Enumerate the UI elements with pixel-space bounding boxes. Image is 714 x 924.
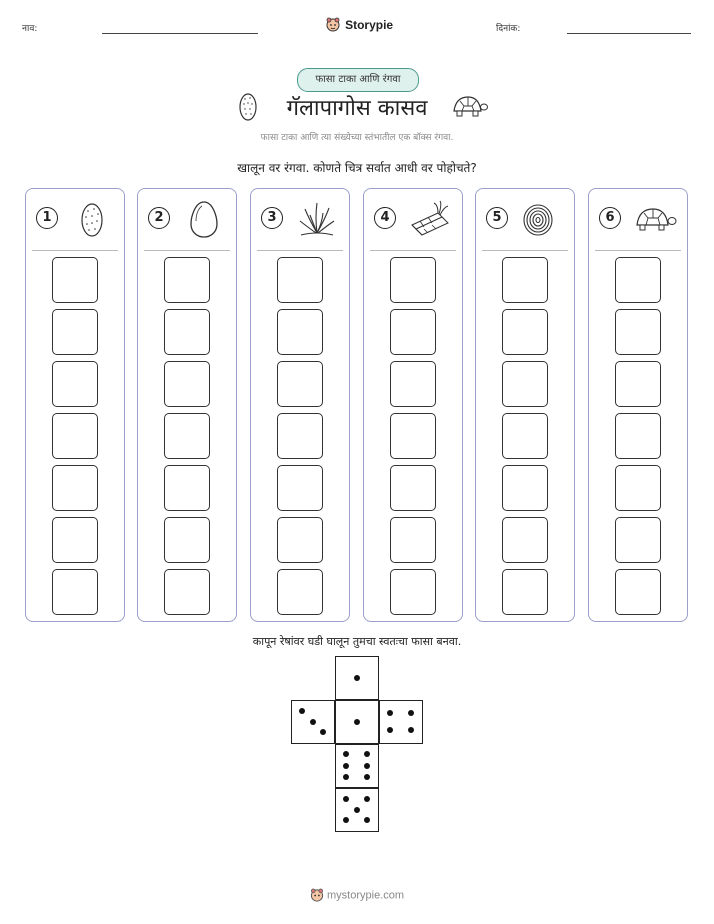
color-box[interactable] bbox=[390, 361, 436, 407]
color-box[interactable] bbox=[164, 309, 210, 355]
dice-pip bbox=[354, 675, 360, 681]
cut-instruction: कापून रेषांवर घडी घालून तुमचा स्वतःचा फासा बनवा. bbox=[252, 635, 462, 648]
color-box[interactable] bbox=[390, 309, 436, 355]
column-number: 2 bbox=[148, 207, 170, 229]
column-2 bbox=[137, 188, 237, 622]
color-box[interactable] bbox=[277, 413, 323, 459]
color-box[interactable] bbox=[277, 517, 323, 563]
color-box[interactable] bbox=[52, 361, 98, 407]
color-box[interactable] bbox=[615, 569, 661, 615]
color-box[interactable] bbox=[615, 413, 661, 459]
color-box[interactable] bbox=[502, 569, 548, 615]
sugarcane-bundle-icon bbox=[408, 199, 452, 239]
color-box[interactable] bbox=[615, 465, 661, 511]
footer-url: mystorypie.com bbox=[327, 889, 405, 902]
dice-pip bbox=[408, 710, 414, 716]
column-number: 5 bbox=[486, 207, 508, 229]
column-number: 6 bbox=[599, 207, 621, 229]
column-1 bbox=[25, 188, 125, 622]
color-box[interactable] bbox=[390, 465, 436, 511]
color-box[interactable] bbox=[277, 465, 323, 511]
color-box[interactable] bbox=[390, 569, 436, 615]
color-box[interactable] bbox=[52, 517, 98, 563]
column-5 bbox=[475, 188, 575, 622]
dice-pip bbox=[387, 727, 393, 733]
column-4 bbox=[363, 188, 463, 622]
column-divider bbox=[595, 250, 681, 251]
color-box[interactable] bbox=[502, 257, 548, 303]
column-divider bbox=[144, 250, 230, 251]
date-line[interactable] bbox=[567, 33, 691, 34]
dice-face-1 bbox=[335, 700, 379, 744]
storypie-footer-icon bbox=[310, 888, 324, 903]
color-box[interactable] bbox=[390, 257, 436, 303]
column-number: 3 bbox=[261, 207, 283, 229]
column-divider bbox=[370, 250, 456, 251]
name-label: नाव: bbox=[22, 24, 38, 34]
dice-pip bbox=[364, 817, 370, 823]
column-divider bbox=[257, 250, 343, 251]
color-box[interactable] bbox=[52, 465, 98, 511]
color-box[interactable] bbox=[52, 309, 98, 355]
brand-logo bbox=[326, 14, 393, 34]
tree-rings-icon bbox=[520, 199, 564, 239]
dice-face-4 bbox=[379, 700, 423, 744]
dice-pip bbox=[364, 774, 370, 780]
dice-pip bbox=[364, 751, 370, 757]
dice-pip bbox=[343, 774, 349, 780]
name-line[interactable] bbox=[102, 33, 258, 34]
color-box[interactable] bbox=[277, 257, 323, 303]
tortoise-icon bbox=[633, 199, 677, 239]
dice-face-3 bbox=[291, 700, 335, 744]
color-box[interactable] bbox=[164, 517, 210, 563]
cactus-icon bbox=[70, 199, 114, 239]
dice-pip bbox=[310, 719, 316, 725]
color-box[interactable] bbox=[164, 465, 210, 511]
dice-pip bbox=[343, 751, 349, 757]
dice-face-6 bbox=[335, 744, 379, 788]
color-box[interactable] bbox=[502, 413, 548, 459]
dice-pip bbox=[364, 796, 370, 802]
color-box[interactable] bbox=[52, 257, 98, 303]
dice-pip bbox=[364, 763, 370, 769]
color-box[interactable] bbox=[615, 517, 661, 563]
color-box[interactable] bbox=[52, 413, 98, 459]
color-box[interactable] bbox=[277, 361, 323, 407]
dice-pip bbox=[354, 807, 360, 813]
activity-badge: फासा टाका आणि रंगवा bbox=[297, 68, 419, 92]
dice-pip bbox=[408, 727, 414, 733]
egg-icon bbox=[182, 199, 226, 239]
footer bbox=[0, 888, 714, 903]
column-divider bbox=[32, 250, 118, 251]
grass-icon bbox=[295, 199, 339, 239]
tortoise-title-icon bbox=[448, 93, 488, 119]
color-box[interactable] bbox=[390, 413, 436, 459]
instruction-text: खालून वर रंगवा. कोणते चित्र सर्वात आधी वर पोहोचते? bbox=[237, 161, 477, 175]
page-subtitle: फासा टाका आणि त्या संख्येच्या स्तंभातील एक बॉक्स रंगवा. bbox=[260, 133, 454, 143]
color-box[interactable] bbox=[502, 517, 548, 563]
column-divider bbox=[482, 250, 568, 251]
dice-pip bbox=[354, 719, 360, 725]
brand-name: Storypie bbox=[345, 18, 394, 32]
color-box[interactable] bbox=[164, 361, 210, 407]
color-box[interactable] bbox=[52, 569, 98, 615]
storypie-logo-icon bbox=[326, 17, 340, 33]
dice-pip bbox=[320, 729, 326, 735]
dice-face-5 bbox=[335, 788, 379, 832]
color-box[interactable] bbox=[164, 413, 210, 459]
color-box[interactable] bbox=[615, 257, 661, 303]
color-box[interactable] bbox=[502, 309, 548, 355]
color-box[interactable] bbox=[164, 257, 210, 303]
column-number: 1 bbox=[36, 207, 58, 229]
column-number: 4 bbox=[374, 207, 396, 229]
color-box[interactable] bbox=[615, 309, 661, 355]
dice-pip bbox=[299, 708, 305, 714]
dice-pip bbox=[343, 763, 349, 769]
column-6 bbox=[588, 188, 688, 622]
color-box[interactable] bbox=[277, 309, 323, 355]
dice-pip bbox=[387, 710, 393, 716]
dice-face-1 bbox=[335, 656, 379, 700]
color-box[interactable] bbox=[502, 361, 548, 407]
color-box[interactable] bbox=[615, 361, 661, 407]
color-box[interactable] bbox=[277, 569, 323, 615]
dice-pip bbox=[343, 817, 349, 823]
color-box[interactable] bbox=[164, 569, 210, 615]
column-3 bbox=[250, 188, 350, 622]
dice-pip bbox=[343, 796, 349, 802]
color-box[interactable] bbox=[502, 465, 548, 511]
color-box[interactable] bbox=[390, 517, 436, 563]
page-title: गॅलापागोस कासव bbox=[286, 96, 428, 121]
date-label: दिनांक: bbox=[496, 24, 521, 34]
